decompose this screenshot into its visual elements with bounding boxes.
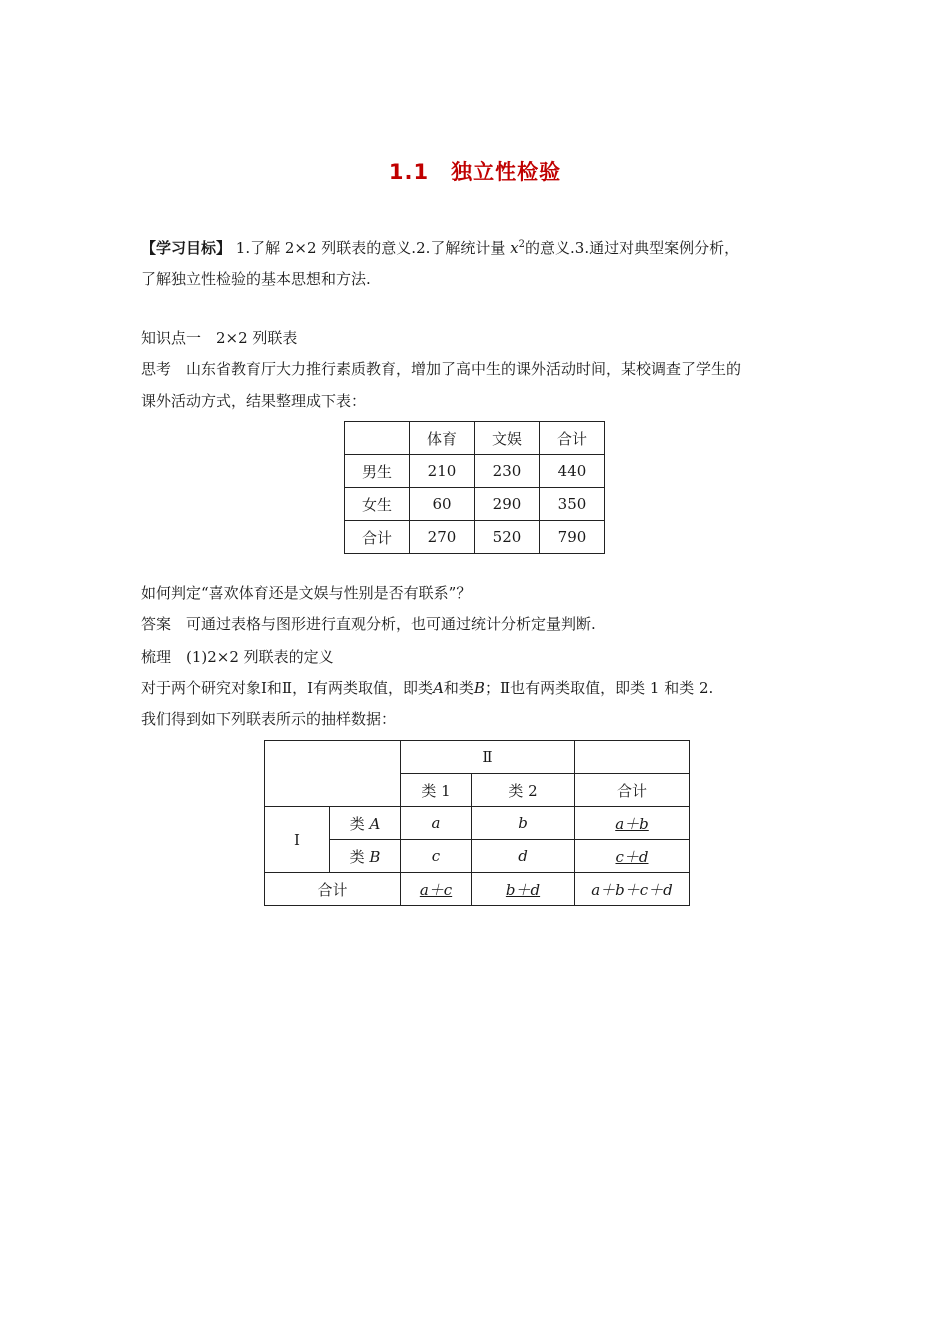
objective-label: 【学习目标】 [141, 239, 232, 257]
table-header-row [345, 422, 605, 455]
table-header-col3: 合计 [575, 774, 690, 807]
answer-text: 答案 可通过表格与图形进行直观分析，也可通过统计分析定量判断. [141, 615, 596, 633]
table-cell: 350 [540, 488, 605, 521]
table-cell: 合计 [345, 521, 410, 554]
table-header-col2: 类 2 [472, 774, 575, 807]
definition-b: B [473, 679, 485, 697]
objective-text-b: 的意义.3.通过对典型案例分析， [525, 239, 740, 257]
label-letter: A [369, 814, 381, 833]
summary-heading: 梳理 (1)2×2 列联表的定义 [141, 648, 334, 666]
table-cell: 290 [475, 488, 540, 521]
table-cell: b [472, 807, 575, 840]
table-cell: 60 [410, 488, 475, 521]
definition-a: A [433, 679, 444, 697]
table-row [265, 807, 690, 840]
definition-line-1 [141, 677, 713, 699]
table-row [345, 455, 605, 488]
table-cell: a [401, 807, 472, 840]
table-cell: c [401, 840, 472, 873]
table-corner [265, 741, 401, 807]
table-row [265, 741, 690, 774]
question-text: 如何判定“喜欢体育还是文娱与性别是否有联系”？ [141, 584, 472, 602]
definition-text-c: ；Ⅱ也有两类取值，即类 1 和类 2. [484, 679, 714, 697]
table-cell: 230 [475, 455, 540, 488]
table-row-label-A [330, 807, 401, 840]
table-cell: 210 [410, 455, 475, 488]
table-cell: d [472, 840, 575, 873]
survey-table [344, 421, 605, 554]
table-cell: 790 [540, 521, 605, 554]
label-text: 类 [349, 847, 370, 866]
contingency-table [264, 740, 690, 906]
objective-sup: 2 [518, 239, 526, 250]
table-cell: 女生 [345, 488, 410, 521]
table-cell: a＋b [575, 807, 690, 840]
page-title: 1.1 独立性检验 [388, 160, 562, 184]
objective-line-2: 了解独立性检验的基本思想和方法. [141, 270, 371, 288]
label-text: 类 [349, 814, 370, 833]
table-cell: 合计 [540, 422, 605, 455]
label-letter: B [369, 847, 381, 866]
table-row [345, 488, 605, 521]
definition-text-a: 对于两个研究对象Ⅰ和Ⅱ，Ⅰ有两类取值，即类 [141, 679, 434, 697]
objective-text-a: 1.了解 2×2 列联表的意义.2.了解统计量 [235, 239, 506, 257]
table-cell: a＋c [401, 873, 472, 906]
table-cell: 270 [410, 521, 475, 554]
objective-line-1 [141, 234, 739, 259]
table-cell: b＋d [472, 873, 575, 906]
table-row [345, 521, 605, 554]
table-cell [345, 422, 410, 455]
knowledge-heading: 知识点一 2×2 列联表 [141, 329, 298, 347]
think-line-2: 课外活动方式，结果整理成下表： [141, 392, 367, 410]
table-total-label: 合计 [265, 873, 401, 906]
think-line-1: 思考 山东省教育厅大力推行素质教育，增加了高中生的课外活动时间，某校调查了学生的 [141, 360, 742, 378]
table-header-col1: 类 1 [401, 774, 472, 807]
objective-x: x [510, 239, 519, 257]
definition-line-2: 我们得到如下列联表所示的抽样数据： [141, 710, 397, 728]
definition-text-b: 和类 [443, 679, 474, 697]
table-row-I: Ⅰ [265, 807, 330, 873]
table-cell: 体育 [410, 422, 475, 455]
table-row [265, 873, 690, 906]
table-cell: a＋b＋c＋d [575, 873, 690, 906]
table-cell: 文娱 [475, 422, 540, 455]
table-cell: c＋d [575, 840, 690, 873]
table-cell: 520 [475, 521, 540, 554]
table-cell: 男生 [345, 455, 410, 488]
table-header-II: Ⅱ [401, 741, 575, 774]
table-row-label-B [330, 840, 401, 873]
table-cell [575, 741, 690, 774]
table-cell: 440 [540, 455, 605, 488]
